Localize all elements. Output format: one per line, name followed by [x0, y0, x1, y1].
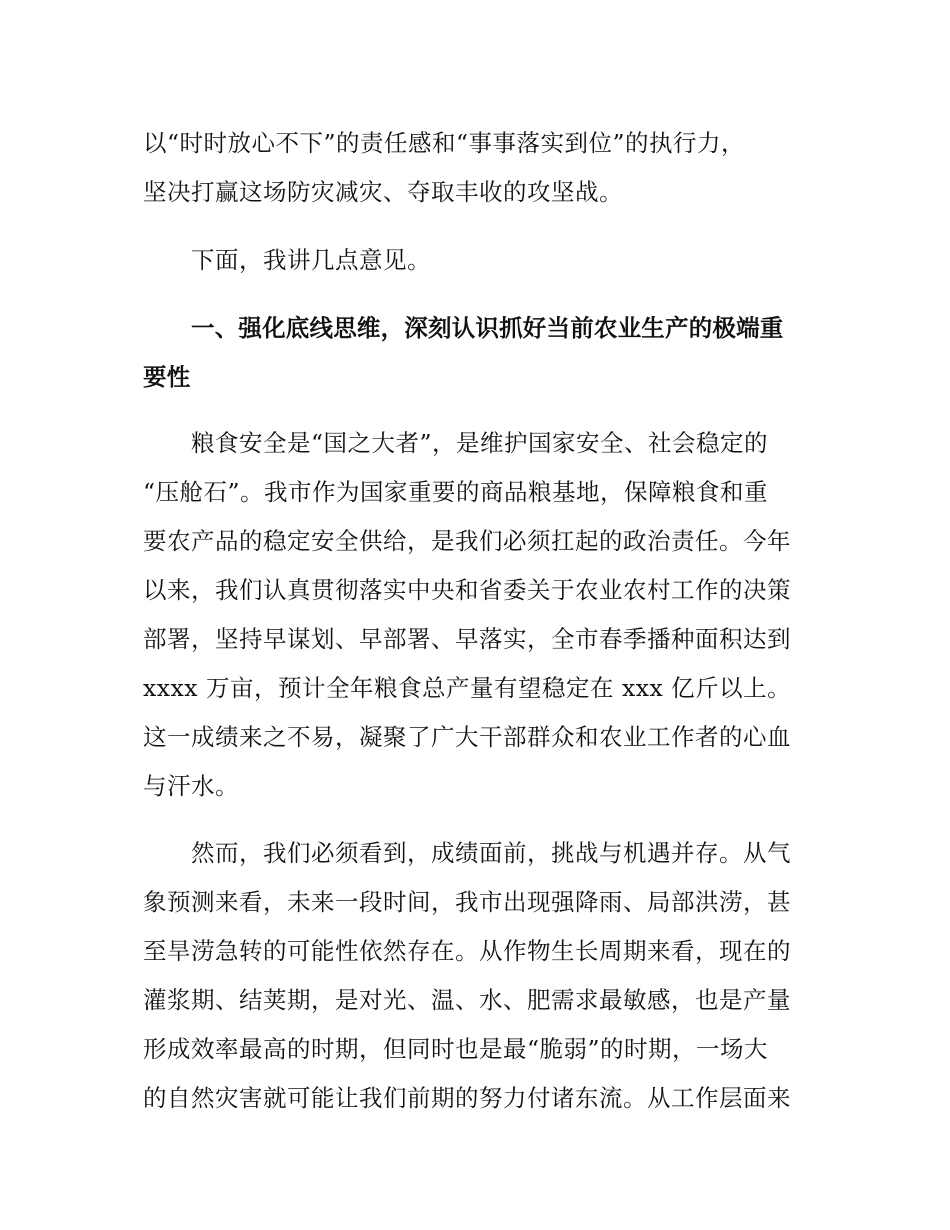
section-heading: 要性 [143, 363, 191, 391]
text-line: 粮食安全是“国之大者”，是维护国家安全、社会稳定的 [191, 429, 769, 457]
text-line: 坚决打赢这场防灾减灾、夺取丰收的攻坚战。 [143, 178, 623, 206]
text-line: 形成效率最高的时期，但同时也是最“脆弱”的时期，一场大 [143, 1035, 769, 1063]
text-line: 的自然灾害就可能让我们前期的努力付诸东流。从工作层面来 [143, 1084, 791, 1112]
text-line: xxxx 万亩，预计全年粮食总产量有望稳定在 xxx 亿斤以上。 [143, 674, 792, 702]
section-heading: 一、强化底线思维，深刻认识抓好当前农业生产的极端重 [191, 314, 784, 342]
text-line: 部署，坚持早谋划、早部署、早落实，全市春季播种面积达到 [143, 625, 791, 653]
text-line: 至旱涝急转的可能性依然存在。从作物生长周期来看，现在的 [143, 937, 791, 965]
text-line: “压舱石”。我市作为国家重要的商品粮基地，保障粮食和重 [143, 478, 769, 506]
text-line: 灌浆期、结荚期，是对光、温、水、肥需求最敏感，也是产量 [143, 986, 791, 1014]
text-line: 要农产品的稳定安全供给，是我们必须扛起的政治责任。今年 [143, 527, 791, 555]
text-line: 然而，我们必须看到，成绩面前，挑战与机遇并存。从气 [191, 839, 791, 867]
text-line: 下面，我讲几点意见。 [191, 246, 431, 274]
text-line: 以“时时放心不下”的责任感和“事事落实到位”的执行力， [143, 129, 746, 157]
text-line: 象预测来看，未来一段时间，我市出现强降雨、局部洪涝，甚 [143, 888, 791, 916]
text-line: 这一成绩来之不易，凝聚了广大干部群众和农业工作者的心血 [143, 723, 791, 751]
text-line: 以来，我们认真贯彻落实中央和省委关于农业农村工作的决策 [143, 576, 791, 604]
text-line: 与汗水。 [143, 772, 239, 800]
